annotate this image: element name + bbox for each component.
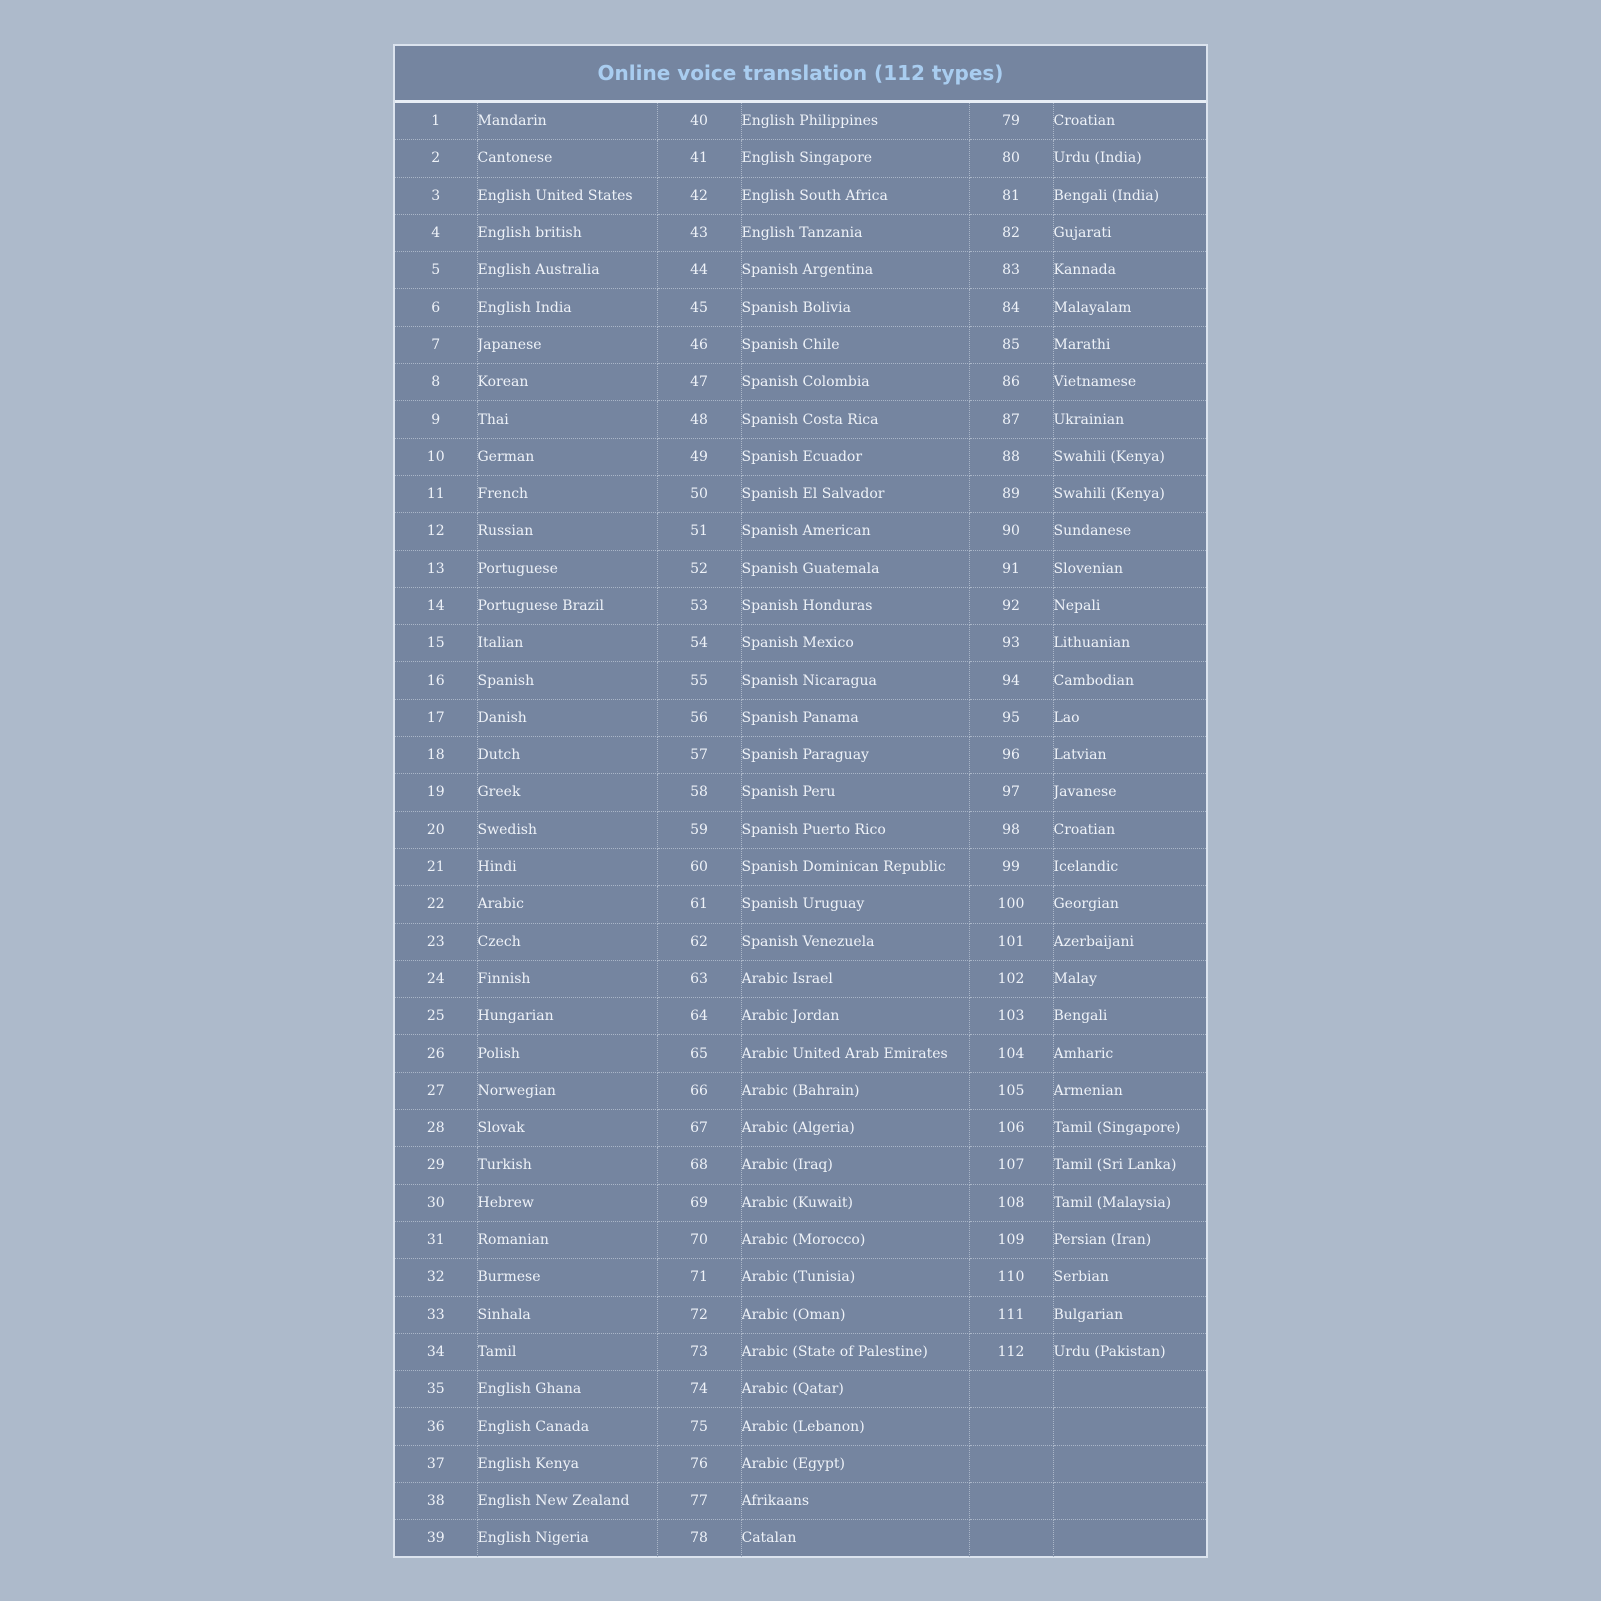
language-number: 4 [395, 214, 477, 251]
empty-cell [969, 1408, 1053, 1445]
language-number: 54 [657, 625, 741, 662]
language-number: 86 [969, 364, 1053, 401]
language-number: 35 [395, 1371, 477, 1408]
language-name: Persian (Iran) [1053, 1221, 1206, 1258]
language-number: 56 [657, 699, 741, 736]
language-number: 66 [657, 1072, 741, 1109]
language-name: Javanese [1053, 774, 1206, 811]
language-name: English India [477, 289, 657, 326]
language-name: Polish [477, 1035, 657, 1072]
language-name: Czech [477, 923, 657, 960]
language-name: Spanish Dominican Republic [741, 848, 969, 885]
language-name: Lao [1053, 699, 1206, 736]
language-name: Spanish Panama [741, 699, 969, 736]
language-number: 25 [395, 998, 477, 1035]
language-name: Norwegian [477, 1072, 657, 1109]
language-name: Hindi [477, 848, 657, 885]
language-name: English Australia [477, 252, 657, 289]
language-name: Arabic (State of Palestine) [741, 1333, 969, 1370]
language-number: 6 [395, 289, 477, 326]
language-number: 12 [395, 513, 477, 550]
language-number: 100 [969, 886, 1053, 923]
language-name: Spanish [477, 662, 657, 699]
language-number: 105 [969, 1072, 1053, 1109]
table-row [395, 550, 1206, 587]
language-number: 19 [395, 774, 477, 811]
language-number: 45 [657, 289, 741, 326]
language-number: 90 [969, 513, 1053, 550]
language-name: Tamil (Sri Lanka) [1053, 1147, 1206, 1184]
language-name: Icelandic [1053, 848, 1206, 885]
language-number: 3 [395, 177, 477, 214]
language-name: English Ghana [477, 1371, 657, 1408]
language-name: Spanish Costa Rica [741, 401, 969, 438]
language-number: 9 [395, 401, 477, 438]
language-name: Spanish Nicaragua [741, 662, 969, 699]
table-row [395, 737, 1206, 774]
language-number: 76 [657, 1445, 741, 1482]
language-number: 98 [969, 811, 1053, 848]
language-name: Kannada [1053, 252, 1206, 289]
language-name: Amharic [1053, 1035, 1206, 1072]
language-number: 79 [969, 103, 1053, 140]
language-name: Bengali [1053, 998, 1206, 1035]
language-number: 71 [657, 1259, 741, 1296]
language-number: 55 [657, 662, 741, 699]
empty-cell [1053, 1482, 1206, 1519]
language-number: 70 [657, 1221, 741, 1258]
table-row [395, 1371, 1206, 1408]
language-name: Bengali (India) [1053, 177, 1206, 214]
language-name: Malay [1053, 960, 1206, 997]
table-row [395, 960, 1206, 997]
language-name: Urdu (Pakistan) [1053, 1333, 1206, 1370]
language-name: Arabic [477, 886, 657, 923]
language-number: 107 [969, 1147, 1053, 1184]
empty-cell [1053, 1445, 1206, 1482]
table-row [395, 587, 1206, 624]
language-name: Italian [477, 625, 657, 662]
language-name: Bulgarian [1053, 1296, 1206, 1333]
language-number: 41 [657, 140, 741, 177]
language-name: Azerbaijani [1053, 923, 1206, 960]
language-name: Urdu (India) [1053, 140, 1206, 177]
language-name: Hungarian [477, 998, 657, 1035]
language-number: 87 [969, 401, 1053, 438]
table-title: Online voice translation (112 types) [395, 46, 1206, 103]
language-number: 58 [657, 774, 741, 811]
language-number: 93 [969, 625, 1053, 662]
language-number: 84 [969, 289, 1053, 326]
language-number: 95 [969, 699, 1053, 736]
language-name: Korean [477, 364, 657, 401]
language-name: Arabic (Bahrain) [741, 1072, 969, 1109]
language-name: Romanian [477, 1221, 657, 1258]
language-name: English Tanzania [741, 214, 969, 251]
language-number: 40 [657, 103, 741, 140]
language-number: 57 [657, 737, 741, 774]
language-number: 59 [657, 811, 741, 848]
table-row [395, 923, 1206, 960]
language-number: 99 [969, 848, 1053, 885]
language-number: 10 [395, 438, 477, 475]
language-name: Arabic (Oman) [741, 1296, 969, 1333]
language-number: 1 [395, 103, 477, 140]
language-number: 49 [657, 438, 741, 475]
table-row [395, 1520, 1206, 1557]
language-name: Spanish Paraguay [741, 737, 969, 774]
table-row [395, 289, 1206, 326]
language-number: 83 [969, 252, 1053, 289]
language-name: Arabic Israel [741, 960, 969, 997]
table-row [395, 364, 1206, 401]
language-number: 38 [395, 1482, 477, 1519]
language-number: 20 [395, 811, 477, 848]
language-number: 50 [657, 475, 741, 512]
language-name: Armenian [1053, 1072, 1206, 1109]
language-name: Arabic (Morocco) [741, 1221, 969, 1258]
language-name: Spanish Venezuela [741, 923, 969, 960]
table-row [395, 475, 1206, 512]
language-number: 52 [657, 550, 741, 587]
language-number: 112 [969, 1333, 1053, 1370]
language-number: 24 [395, 960, 477, 997]
language-number: 65 [657, 1035, 741, 1072]
language-number: 101 [969, 923, 1053, 960]
language-name: English british [477, 214, 657, 251]
language-number: 27 [395, 1072, 477, 1109]
language-number: 77 [657, 1482, 741, 1519]
language-number: 82 [969, 214, 1053, 251]
language-name: Arabic (Algeria) [741, 1110, 969, 1147]
language-name: Spanish Argentina [741, 252, 969, 289]
language-name: Ukrainian [1053, 401, 1206, 438]
language-name: Nepali [1053, 587, 1206, 624]
language-name: Danish [477, 699, 657, 736]
language-number: 72 [657, 1296, 741, 1333]
language-number: 47 [657, 364, 741, 401]
language-number: 7 [395, 326, 477, 363]
language-name: Arabic Jordan [741, 998, 969, 1035]
language-name: Sinhala [477, 1296, 657, 1333]
language-name: Arabic (Kuwait) [741, 1184, 969, 1221]
language-number: 61 [657, 886, 741, 923]
language-number: 106 [969, 1110, 1053, 1147]
language-number: 80 [969, 140, 1053, 177]
language-name: Cantonese [477, 140, 657, 177]
table-row [395, 103, 1206, 140]
language-number: 16 [395, 662, 477, 699]
language-name: Slovenian [1053, 550, 1206, 587]
language-number: 21 [395, 848, 477, 885]
language-number: 69 [657, 1184, 741, 1221]
language-name: English Canada [477, 1408, 657, 1445]
table-row [395, 140, 1206, 177]
language-name: English Singapore [741, 140, 969, 177]
language-name: Spanish Chile [741, 326, 969, 363]
table-row [395, 662, 1206, 699]
language-name: Japanese [477, 326, 657, 363]
language-number: 8 [395, 364, 477, 401]
language-name: English New Zealand [477, 1482, 657, 1519]
language-number: 5 [395, 252, 477, 289]
table-row [395, 214, 1206, 251]
language-number: 13 [395, 550, 477, 587]
language-name: Vietnamese [1053, 364, 1206, 401]
language-name: Croatian [1053, 103, 1206, 140]
language-number: 22 [395, 886, 477, 923]
language-number: 75 [657, 1408, 741, 1445]
language-number: 39 [395, 1520, 477, 1557]
language-name: Thai [477, 401, 657, 438]
language-name: Arabic United Arab Emirates [741, 1035, 969, 1072]
language-number: 103 [969, 998, 1053, 1035]
table-row [395, 998, 1206, 1035]
language-number: 78 [657, 1520, 741, 1557]
language-number: 42 [657, 177, 741, 214]
language-name: Portuguese Brazil [477, 587, 657, 624]
language-number: 63 [657, 960, 741, 997]
language-number: 53 [657, 587, 741, 624]
language-number: 92 [969, 587, 1053, 624]
empty-cell [1053, 1371, 1206, 1408]
table-row [395, 326, 1206, 363]
language-name: Spanish Honduras [741, 587, 969, 624]
language-name: German [477, 438, 657, 475]
language-name: Spanish Bolivia [741, 289, 969, 326]
language-table-panel [393, 44, 1208, 1558]
language-name: Spanish Guatemala [741, 550, 969, 587]
language-name: Swahili (Kenya) [1053, 438, 1206, 475]
empty-cell [969, 1482, 1053, 1519]
language-name: Spanish Puerto Rico [741, 811, 969, 848]
language-number: 62 [657, 923, 741, 960]
language-number: 109 [969, 1221, 1053, 1258]
language-name: Spanish Mexico [741, 625, 969, 662]
language-name: Serbian [1053, 1259, 1206, 1296]
table-row [395, 886, 1206, 923]
table-row [395, 1408, 1206, 1445]
language-name: Spanish Ecuador [741, 438, 969, 475]
table-row [395, 401, 1206, 438]
language-name: Swedish [477, 811, 657, 848]
empty-cell [969, 1371, 1053, 1408]
language-number: 91 [969, 550, 1053, 587]
table-row [395, 848, 1206, 885]
language-name: Finnish [477, 960, 657, 997]
language-number: 104 [969, 1035, 1053, 1072]
table-row [395, 625, 1206, 662]
language-name: English Nigeria [477, 1520, 657, 1557]
language-name: Arabic (Lebanon) [741, 1408, 969, 1445]
language-name: Swahili (Kenya) [1053, 475, 1206, 512]
table-row [395, 1110, 1206, 1147]
table-row [395, 1482, 1206, 1519]
empty-cell [969, 1445, 1053, 1482]
language-number: 23 [395, 923, 477, 960]
language-number: 97 [969, 774, 1053, 811]
language-number: 28 [395, 1110, 477, 1147]
language-number: 37 [395, 1445, 477, 1482]
table-row [395, 1147, 1206, 1184]
language-number: 60 [657, 848, 741, 885]
table-row [395, 438, 1206, 475]
language-number: 34 [395, 1333, 477, 1370]
language-name: Spanish Colombia [741, 364, 969, 401]
table-row [395, 1221, 1206, 1258]
language-number: 44 [657, 252, 741, 289]
language-number: 14 [395, 587, 477, 624]
language-name: Burmese [477, 1259, 657, 1296]
table-row [395, 513, 1206, 550]
language-name: Lithuanian [1053, 625, 1206, 662]
language-name: Tamil [477, 1333, 657, 1370]
language-number: 31 [395, 1221, 477, 1258]
language-name: Arabic (Iraq) [741, 1147, 969, 1184]
language-name: Arabic (Qatar) [741, 1371, 969, 1408]
language-name: Arabic (Egypt) [741, 1445, 969, 1482]
language-name: Russian [477, 513, 657, 550]
language-name: Spanish American [741, 513, 969, 550]
language-name: Marathi [1053, 326, 1206, 363]
language-number: 17 [395, 699, 477, 736]
language-number: 51 [657, 513, 741, 550]
language-name: English United States [477, 177, 657, 214]
language-table [395, 103, 1206, 1557]
language-name: Croatian [1053, 811, 1206, 848]
language-name: Latvian [1053, 737, 1206, 774]
language-number: 36 [395, 1408, 477, 1445]
language-name: Turkish [477, 1147, 657, 1184]
language-name: Malayalam [1053, 289, 1206, 326]
language-number: 110 [969, 1259, 1053, 1296]
language-name: Catalan [741, 1520, 969, 1557]
language-name: English Kenya [477, 1445, 657, 1482]
table-row [395, 252, 1206, 289]
language-name: Spanish El Salvador [741, 475, 969, 512]
language-number: 111 [969, 1296, 1053, 1333]
language-number: 81 [969, 177, 1053, 214]
language-name: Tamil (Singapore) [1053, 1110, 1206, 1147]
language-number: 108 [969, 1184, 1053, 1221]
language-number: 11 [395, 475, 477, 512]
language-number: 68 [657, 1147, 741, 1184]
language-number: 48 [657, 401, 741, 438]
language-number: 88 [969, 438, 1053, 475]
language-name: Portuguese [477, 550, 657, 587]
language-number: 94 [969, 662, 1053, 699]
empty-cell [1053, 1408, 1206, 1445]
language-number: 29 [395, 1147, 477, 1184]
table-row [395, 774, 1206, 811]
language-number: 74 [657, 1371, 741, 1408]
language-number: 64 [657, 998, 741, 1035]
language-number: 2 [395, 140, 477, 177]
language-name: Hebrew [477, 1184, 657, 1221]
empty-cell [1053, 1520, 1206, 1557]
language-name: Slovak [477, 1110, 657, 1147]
language-name: English Philippines [741, 103, 969, 140]
language-name: Greek [477, 774, 657, 811]
language-number: 32 [395, 1259, 477, 1296]
language-name: Georgian [1053, 886, 1206, 923]
language-number: 89 [969, 475, 1053, 512]
language-number: 43 [657, 214, 741, 251]
table-row [395, 1035, 1206, 1072]
table-row [395, 1296, 1206, 1333]
table-row [395, 699, 1206, 736]
language-name: Dutch [477, 737, 657, 774]
language-number: 102 [969, 960, 1053, 997]
language-number: 15 [395, 625, 477, 662]
table-row [395, 1445, 1206, 1482]
language-name: Gujarati [1053, 214, 1206, 251]
table-row [395, 1072, 1206, 1109]
language-name: Spanish Peru [741, 774, 969, 811]
language-name: Mandarin [477, 103, 657, 140]
table-row [395, 1184, 1206, 1221]
language-name: Arabic (Tunisia) [741, 1259, 969, 1296]
table-row [395, 1259, 1206, 1296]
language-name: Sundanese [1053, 513, 1206, 550]
table-row [395, 1333, 1206, 1370]
language-number: 85 [969, 326, 1053, 363]
language-number: 18 [395, 737, 477, 774]
table-row [395, 177, 1206, 214]
table-row [395, 811, 1206, 848]
language-number: 96 [969, 737, 1053, 774]
language-name: Tamil (Malaysia) [1053, 1184, 1206, 1221]
language-name: Cambodian [1053, 662, 1206, 699]
empty-cell [969, 1520, 1053, 1557]
language-number: 26 [395, 1035, 477, 1072]
language-number: 30 [395, 1184, 477, 1221]
language-name: Spanish Uruguay [741, 886, 969, 923]
language-number: 73 [657, 1333, 741, 1370]
language-number: 67 [657, 1110, 741, 1147]
language-number: 46 [657, 326, 741, 363]
language-number: 33 [395, 1296, 477, 1333]
language-name: Afrikaans [741, 1482, 969, 1519]
language-name: French [477, 475, 657, 512]
language-name: English South Africa [741, 177, 969, 214]
